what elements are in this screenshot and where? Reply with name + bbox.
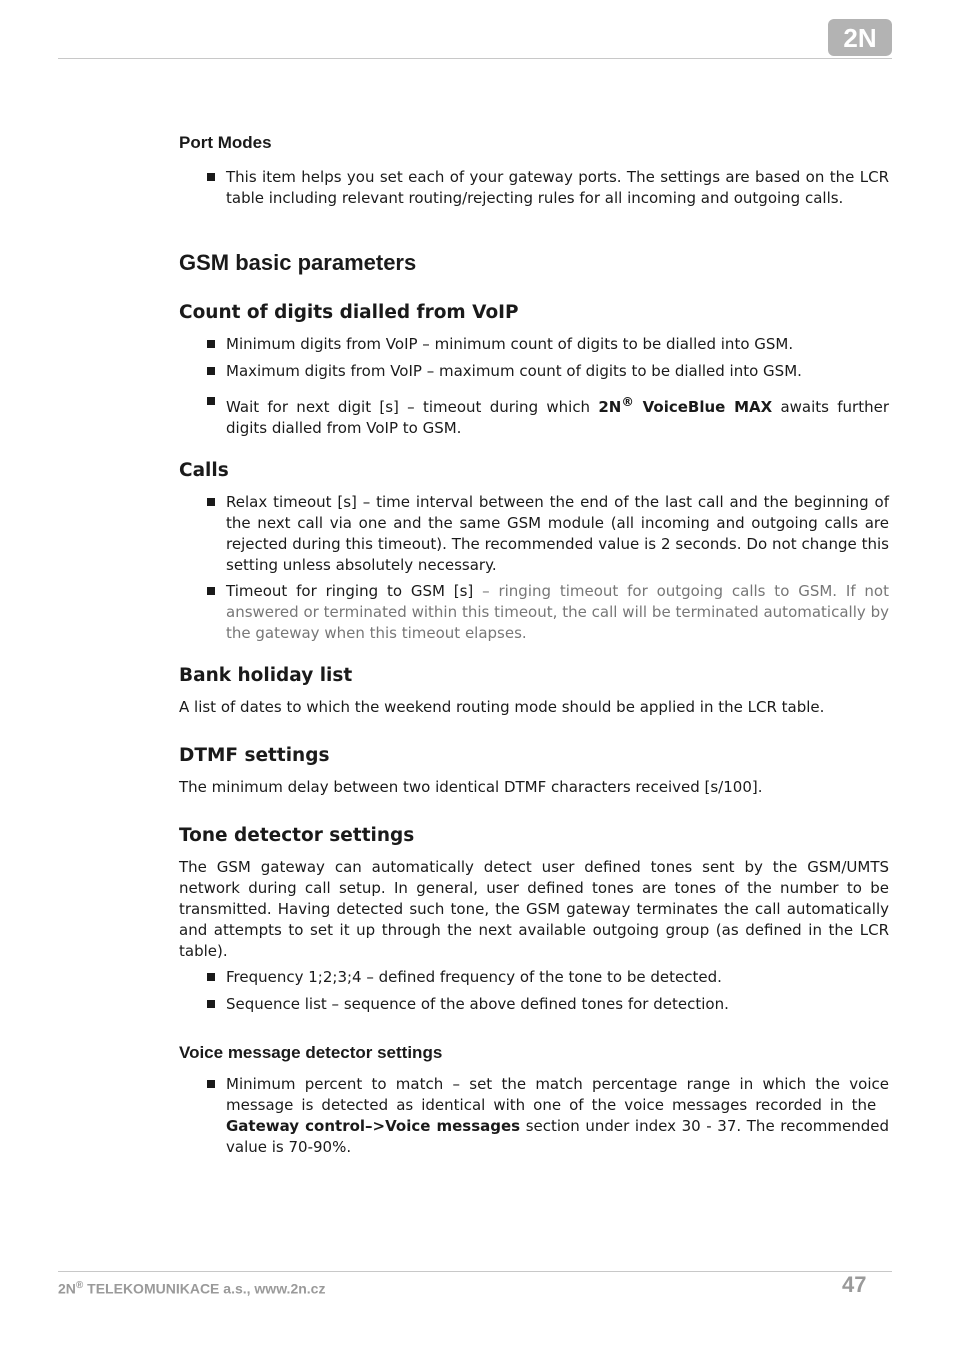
count-digits-list <box>179 334 889 445</box>
bullet-icon <box>207 1080 215 1088</box>
bullet-icon <box>207 397 215 405</box>
bullet-icon <box>207 367 215 375</box>
bullet-icon <box>207 587 215 595</box>
voice-message-list <box>179 1074 889 1164</box>
dtmf-heading: DTMF settings <box>179 745 330 766</box>
logo-text: 2N <box>843 23 877 53</box>
bullet-icon <box>207 1000 215 1008</box>
tone-detector-text: The GSM gateway can automatically detect user defined tones sent by the GSM/UMTS network during call setup. In general, user defined tones are tones of the number to be transmitted. Having detected such tone, the GSM gateway terminates the call automatically and attempts to set it up through the next available outgoing group (as defined in the LCR table). <box>179 858 889 960</box>
list-item: Timeout for ringing to GSM [s] – ringing timeout for outgoing calls to GSM. If not answered or terminated within this timeout, the call will be terminated automatically by the gateway when this timeout elapses. <box>179 581 889 644</box>
bullet-icon <box>207 340 215 348</box>
dtmf-text: The minimum delay between two identical DTMF characters received [s/100]. <box>179 778 763 796</box>
list-item: Maximum digits from VoIP – maximum count of digits to be dialled into GSM. <box>179 361 889 382</box>
bank-holiday-text: A list of dates to which the weekend routing mode should be applied in the LCR table. <box>179 698 825 716</box>
list-item: Frequency 1;2;3;4 – defined frequency of the tone to be detected. <box>179 967 889 988</box>
port-modes-heading: Port Modes <box>179 133 272 152</box>
list-item: Sequence list – sequence of the above defined tones for detection. <box>179 994 889 1015</box>
list-item: This item helps you set each of your gateway ports. The settings are based on the LCR table including relevant routing/rejecting rules for all incoming and outgoing calls. <box>179 167 889 209</box>
bullet-icon <box>207 173 215 181</box>
list-item: Relax timeout [s] – time interval between the end of the last call and the beginning of the next call via one and the same GSM module (all incoming and outgoing calls are rejected during this timeout). The recommended value is 2 seconds. Do not change this setting unless absolutely necessary. <box>179 492 889 576</box>
header-divider <box>58 58 892 59</box>
bank-holiday-heading: Bank holiday list <box>179 665 353 686</box>
count-digits-heading: Count of digits dialled from VoIP <box>179 302 519 323</box>
calls-list <box>179 492 889 650</box>
page-number: 47 <box>842 1272 867 1297</box>
port-modes-list <box>179 167 889 215</box>
voice-message-heading: Voice message detector settings <box>179 1043 443 1062</box>
list-item: Minimum digits from VoIP – minimum count of digits to be dialled into GSM. <box>179 334 889 355</box>
calls-heading: Calls <box>179 460 229 481</box>
list-item: Minimum percent to match – set the match percentage range in which the voice message is detected as identical with one of the voice messages recorded in the Gateway control–>Voice messages section under index 30 - 37. The recommended value is 70-90%. <box>179 1074 889 1158</box>
tone-detector-list <box>179 967 889 1021</box>
menu-path: Gateway control–>Voice messages <box>226 1117 521 1135</box>
tone-detector-heading: Tone detector settings <box>179 825 415 846</box>
footer-company: 2N® TELEKOMUNIKACE a.s., www.2n.cz <box>58 1280 326 1297</box>
footer-divider <box>58 1271 892 1272</box>
brand-name: 2N® VoiceBlue MAX <box>598 394 773 416</box>
bullet-icon <box>207 498 215 506</box>
2n-logo <box>828 19 892 56</box>
gsm-basic-heading: GSM basic parameters <box>179 250 417 275</box>
bullet-icon <box>207 973 215 981</box>
list-item: Wait for next digit [s] – timeout during which 2N® VoiceBlue MAX awaits further digits dialled from VoIP to GSM. <box>179 391 889 439</box>
